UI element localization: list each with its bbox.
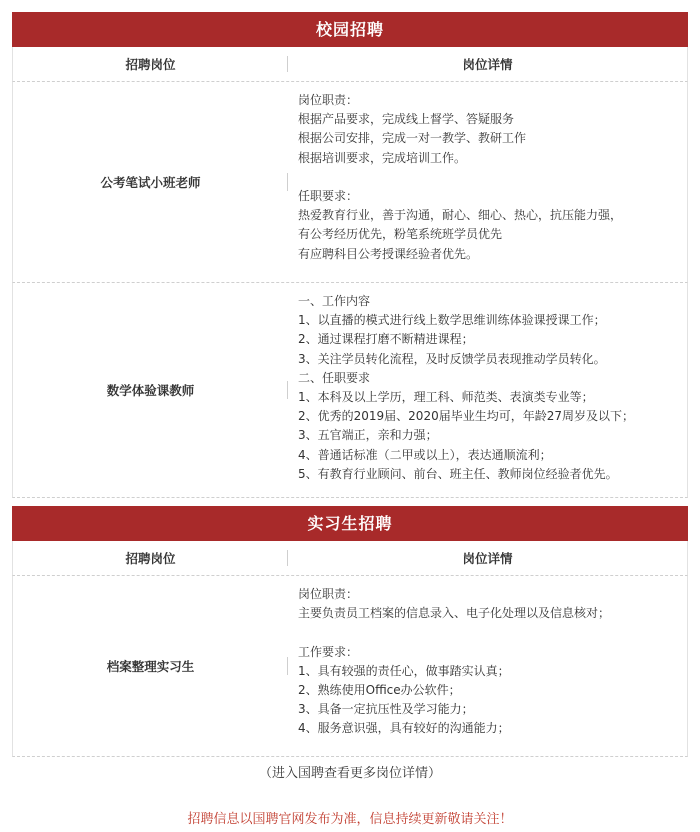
detail-line: 1、本科及以上学历，理工科、师范类、表演类专业等； xyxy=(298,389,594,404)
header-position-column: 招聘岗位 xyxy=(13,47,288,81)
position-name: 数学体验课教师 xyxy=(13,283,288,497)
detail-line: 根据产品要求，完成线上督学、答疑服务 xyxy=(298,112,515,127)
notice-text: 招聘信息以国聘官网发布为准，信息持续更新敬请关注！ xyxy=(187,812,513,827)
table-row xyxy=(12,82,688,283)
table-row xyxy=(12,283,688,498)
detail-line: 3、五官端正，亲和力强； xyxy=(298,428,438,443)
position-details xyxy=(288,283,687,497)
blank-line xyxy=(298,623,687,642)
detail-line: 热爱教育行业，善于沟通，耐心、细心、热心，抗压能力强， xyxy=(298,208,623,223)
detail-line: 岗位职责： xyxy=(298,587,359,601)
table-row xyxy=(12,576,688,757)
detail-line: 一、工作内容 xyxy=(298,294,371,308)
detail-line: 2、熟练使用Office办公软件； xyxy=(298,682,461,697)
recruitment-document xyxy=(12,12,688,757)
detail-line: 5、有教育行业顾问、前台、班主任、教师岗位经验者优先。 xyxy=(298,466,618,481)
detail-line: 2、优秀的2019届、2020届毕业生均可，年龄27周岁及以下； xyxy=(298,409,634,424)
intern-recruitment-banner: 实习生招聘 xyxy=(12,506,688,541)
campus-recruitment-banner: 校园招聘 xyxy=(12,12,688,47)
detail-line: 工作要求： xyxy=(298,644,359,659)
detail-line: 4、普通话标准（二甲或以上），表达通顺流利； xyxy=(298,447,552,462)
detail-line: 根据培训要求，完成培训工作。 xyxy=(298,150,467,165)
detail-line: 有应聘科目公考授课经验者优先。 xyxy=(298,246,479,261)
campus-table-header xyxy=(12,47,688,82)
section-spacer xyxy=(12,498,688,506)
detail-line: 二、任职要求 xyxy=(298,370,371,385)
detail-line: 3、关注学员转化流程，及时反馈学员表现推动学员转化。 xyxy=(298,351,606,366)
detail-line: 1、以直播的模式进行线上数学思维训练体验课授课工作； xyxy=(298,313,606,328)
more-positions-link[interactable]: （进入国聘查看更多岗位详情） xyxy=(258,766,441,781)
position-name: 档案整理实习生 xyxy=(13,576,288,756)
position-details xyxy=(288,576,687,756)
detail-line: 岗位职责： xyxy=(298,93,359,107)
detail-line: 3、具备一定抗压性及学习能力； xyxy=(298,702,474,717)
position-details xyxy=(288,82,687,282)
detail-line: 有公考经历优先，粉笔系统班学员优先 xyxy=(298,227,503,242)
header-position-column: 招聘岗位 xyxy=(13,541,288,575)
blank-line xyxy=(298,168,687,187)
detail-line: 4、服务意识强，具有较好的沟通能力； xyxy=(298,721,510,736)
detail-line: 2、通过课程打磨不断精进课程； xyxy=(298,332,474,347)
header-detail-column: 岗位详情 xyxy=(462,551,513,566)
detail-line: 任职要求： xyxy=(298,188,359,203)
header-detail-column: 岗位详情 xyxy=(462,57,513,72)
detail-line: 根据公司安排，完成一对一教学、教研工作 xyxy=(298,131,527,146)
detail-line: 主要负责员工档案的信息录入、电子化处理以及信息核对； xyxy=(298,606,611,621)
detail-line: 1、具有较强的责任心，做事踏实认真； xyxy=(298,663,510,678)
intern-table-header xyxy=(12,541,688,576)
position-name: 公考笔试小班老师 xyxy=(13,82,288,282)
